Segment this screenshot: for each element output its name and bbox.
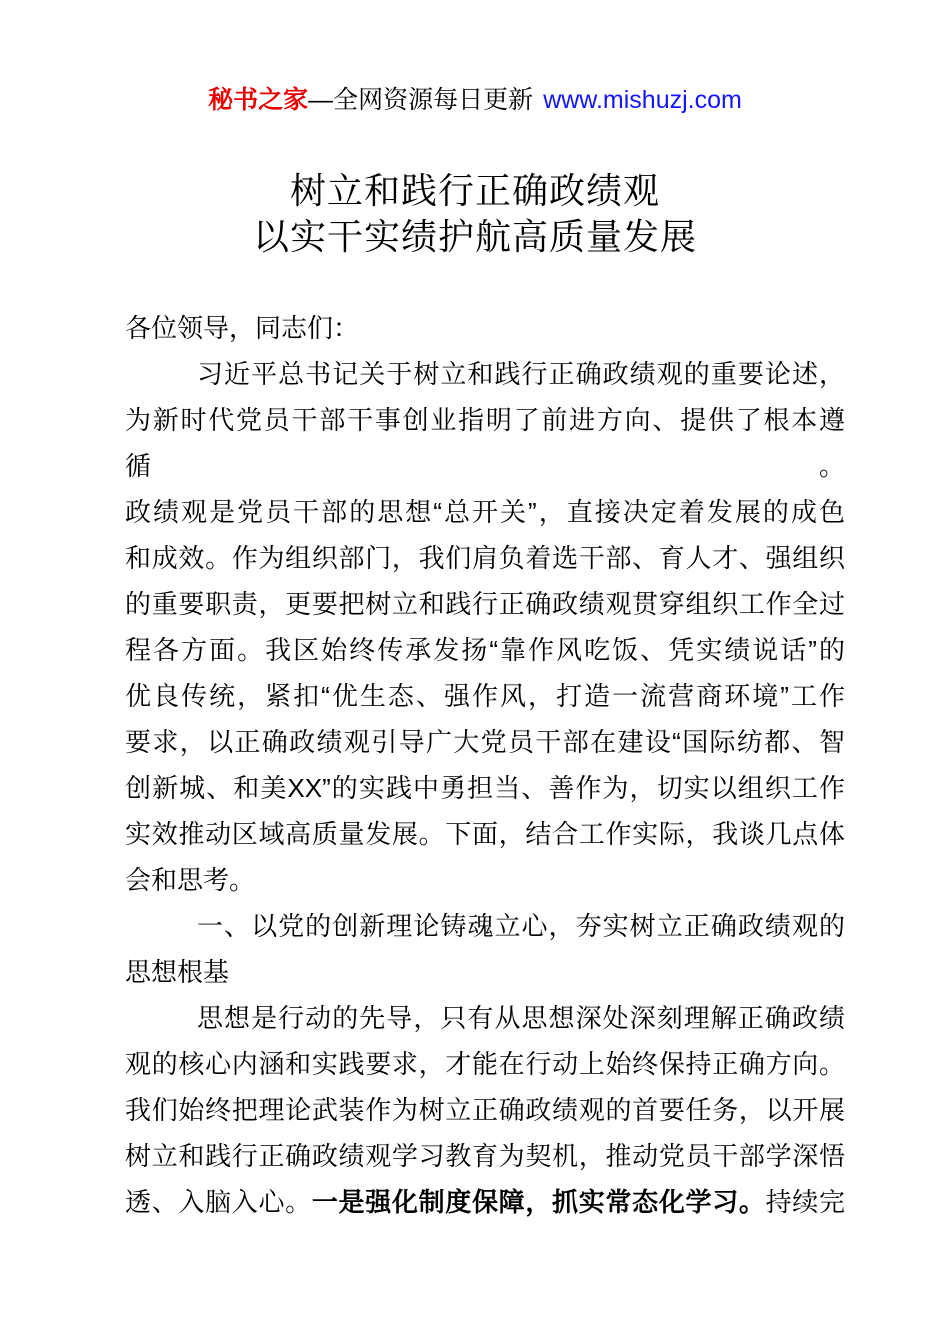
site-name: 秘书之家 bbox=[208, 86, 309, 114]
body-line bbox=[125, 627, 845, 673]
text-run: 一、以党的创新理论铸魂立心，夯实树立正确政绩观的 bbox=[197, 911, 845, 941]
body-line bbox=[125, 351, 845, 397]
salutation-line bbox=[125, 305, 845, 351]
text-run: 创新城、和美XX”的实践中勇担当、善作为，切实以组织工作 bbox=[125, 773, 845, 803]
body-line bbox=[125, 857, 845, 903]
body-line bbox=[125, 535, 845, 581]
text-run: 透、入脑入心。 bbox=[125, 1187, 312, 1217]
text-run: 的重要职责，更要把树立和践行正确政绩观贯穿组织工作全过 bbox=[125, 589, 845, 619]
body-line bbox=[125, 1179, 845, 1225]
text-run: 我们始终把理论武装作为树立正确政绩观的首要任务，以开展 bbox=[125, 1095, 845, 1125]
section-heading-line bbox=[125, 903, 845, 949]
body-line bbox=[125, 1133, 845, 1179]
text-run: 习近平总书记关于树立和践行正确政绩观的重要论述， bbox=[197, 359, 845, 389]
site-url: www.mishuzj.com bbox=[543, 86, 742, 114]
section-heading-line bbox=[125, 949, 845, 995]
title-line-1: 树立和践行正确政绩观 bbox=[289, 170, 660, 211]
body-line bbox=[125, 489, 845, 535]
text-run: 程各方面。我区始终传承发扬“靠作风吃饭、凭实绩说话”的 bbox=[125, 635, 845, 665]
banner-tagline: 全网资源每日更新 bbox=[333, 86, 534, 114]
text-run: 会和思考。 bbox=[125, 865, 256, 895]
body-line bbox=[125, 397, 845, 489]
document-title bbox=[0, 168, 950, 260]
body-line bbox=[125, 1041, 845, 1087]
text-run: 政绩观是党员干部的思想“总开关”，直接决定着发展的成色 bbox=[125, 497, 845, 527]
banner-dash: — bbox=[308, 86, 334, 114]
site-banner bbox=[0, 0, 950, 116]
body-line bbox=[125, 765, 845, 811]
body-line bbox=[125, 1087, 845, 1133]
body-line bbox=[125, 811, 845, 857]
bold-text-run: 一是强化制度保障，抓实常态化学习。 bbox=[311, 1187, 766, 1217]
text-run: 持续完 bbox=[765, 1187, 845, 1217]
text-run: 实效推动区域高质量发展。下面，结合工作实际，我谈几点体 bbox=[125, 819, 845, 849]
text-run: 思想根基 bbox=[125, 957, 230, 987]
body-line bbox=[125, 719, 845, 765]
text-run: 各位领导，同志们： bbox=[125, 313, 360, 343]
body-line bbox=[125, 995, 845, 1041]
body-line bbox=[125, 581, 845, 627]
text-run: 要求，以正确政绩观引导广大党员干部在建设“国际纺都、智 bbox=[125, 727, 845, 757]
text-run: 观的核心内涵和实践要求，才能在行动上始终保持正确方向。 bbox=[125, 1049, 845, 1079]
text-run: 树立和践行正确政绩观学习教育为契机，推动党员干部学深悟 bbox=[125, 1141, 845, 1171]
body-line bbox=[125, 673, 845, 719]
text-run: 为新时代党员干部干事创业指明了前进方向、提供了根本遵循。 bbox=[125, 405, 845, 481]
text-run: 思想是行动的先导，只有从思想深处深刻理解正确政绩 bbox=[197, 1003, 845, 1033]
title-line-2: 以实干实绩护航高质量发展 bbox=[252, 216, 697, 257]
text-run: 优良传统，紧扣“优生态、强作风，打造一流营商环境”工作 bbox=[125, 681, 845, 711]
text-run: 和成效。作为组织部门，我们肩负着选干部、育人才、强组织 bbox=[125, 543, 845, 573]
document-body bbox=[0, 305, 950, 1225]
